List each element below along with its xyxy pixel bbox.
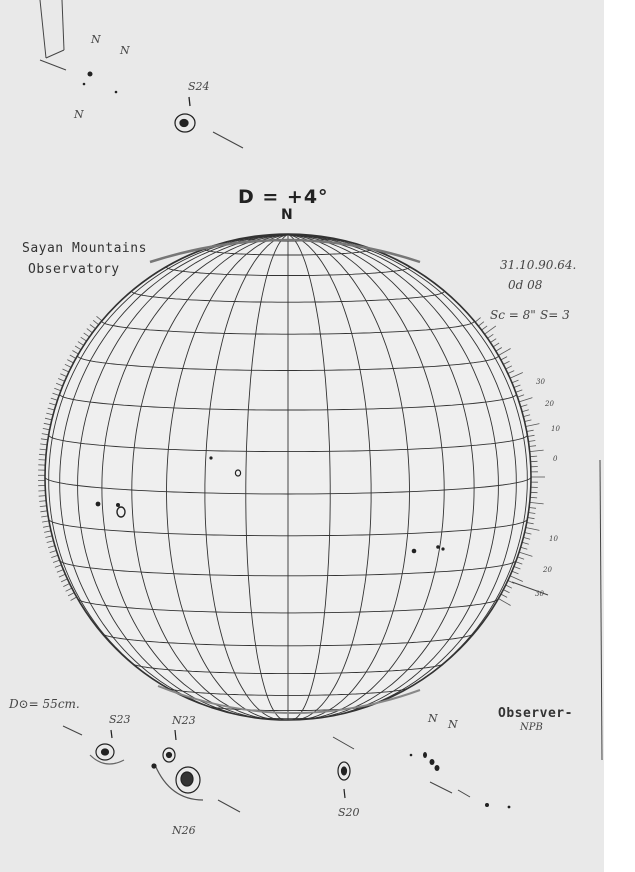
- limb-tick: [40, 444, 47, 445]
- limb-tick: [503, 361, 509, 364]
- limb-tick: [40, 449, 47, 450]
- limb-tick: [526, 424, 540, 427]
- limb-tick: [41, 439, 48, 440]
- limb-tick: [521, 547, 528, 549]
- limb-tick: [59, 574, 65, 577]
- limb-tick: [527, 523, 534, 524]
- group-label-n-left-1: N: [91, 33, 101, 46]
- observatory-name-line2: Observatory: [28, 262, 120, 277]
- group-label-n-right-2: N: [448, 718, 458, 731]
- limb-tick: [53, 393, 60, 395]
- limb-tick: [51, 398, 58, 400]
- limb-tick: [530, 497, 537, 498]
- limb-tick: [93, 320, 98, 324]
- limb-tick: [523, 415, 530, 417]
- limb-tick: [512, 380, 519, 383]
- observer-label: Observer-: [498, 706, 573, 721]
- limb-tick: [39, 501, 46, 502]
- limb-tick: [44, 531, 51, 533]
- limb-tick: [518, 395, 525, 397]
- limb-tick: [42, 434, 49, 435]
- group-s20-drawing: [338, 762, 350, 798]
- limb-tick: [56, 383, 63, 386]
- limb-tick: [503, 590, 509, 593]
- limb-tick: [529, 508, 536, 509]
- north-marker: N: [281, 207, 293, 223]
- limb-tick: [47, 541, 54, 543]
- limb-tick: [512, 571, 519, 574]
- limb-tick: [482, 326, 488, 330]
- limb-tick: [528, 518, 535, 519]
- limb-tick: [506, 585, 512, 588]
- inclination-label: D = +4°: [238, 186, 329, 208]
- limb-tick: [525, 420, 532, 422]
- limb-tick: [523, 537, 530, 539]
- limb-tick: [58, 379, 64, 382]
- limb-tick: [87, 329, 93, 333]
- limb-tick: [519, 552, 532, 556]
- limb-tick-label: 20: [545, 400, 554, 408]
- observation-time: 0d 08: [508, 278, 543, 292]
- limb-tick: [81, 337, 87, 341]
- limb-tick: [514, 567, 521, 570]
- group-label-n26: N26: [172, 824, 196, 837]
- group-label-n-left-3: N: [74, 108, 84, 121]
- limb-tick: [530, 456, 537, 457]
- limb-tick: [55, 565, 62, 568]
- limb-tick: [528, 441, 535, 442]
- limb-tick: [54, 388, 61, 391]
- limb-tick: [526, 528, 540, 531]
- limb-tick: [501, 594, 507, 597]
- limb-tick: [50, 551, 57, 553]
- limb-tick: [61, 579, 67, 582]
- limb-tick: [97, 316, 102, 321]
- group-s23-drawing: [90, 730, 124, 764]
- limb-tick-label: 10: [549, 535, 558, 543]
- limb-tick: [72, 351, 78, 355]
- limb-tick: [57, 570, 63, 573]
- limb-tick: [527, 430, 534, 431]
- group-label-n-right-1: N: [428, 712, 438, 725]
- limb-tick: [41, 516, 48, 517]
- limb-tick: [42, 521, 49, 522]
- limb-tick: [528, 435, 535, 436]
- limb-tick-label: 30: [536, 378, 545, 386]
- limb-tick: [66, 588, 72, 591]
- limb-tick: [485, 326, 496, 334]
- group-right-n-spots: [410, 752, 511, 808]
- limb-tick-label: 20: [543, 566, 552, 574]
- limb-tick: [39, 454, 46, 455]
- limb-tick: [75, 346, 81, 350]
- limb-tick: [501, 357, 507, 360]
- limb-tick: [40, 506, 47, 507]
- limb-tick: [488, 334, 494, 338]
- group-left-n-spots: [83, 72, 118, 94]
- limb-tick: [498, 349, 510, 356]
- limb-tick: [46, 413, 53, 415]
- group-label-s23: S23: [109, 713, 131, 726]
- group-label-n23: N23: [172, 714, 196, 727]
- limb-tick: [528, 513, 535, 514]
- limb-tick: [518, 557, 525, 559]
- limb-tick: [508, 371, 514, 374]
- limb-tick: [49, 403, 56, 405]
- limb-tick: [78, 342, 84, 346]
- limb-tick: [522, 410, 529, 412]
- limb-tick: [510, 576, 523, 582]
- seeing-sc: Sc = 8": [490, 308, 536, 322]
- limb-tick: [63, 369, 69, 372]
- limb-tick-label: 10: [551, 425, 560, 433]
- limb-tick: [496, 348, 502, 352]
- limb-tick: [45, 536, 52, 538]
- limb-tick: [514, 385, 521, 388]
- limb-tick: [516, 562, 523, 564]
- limb-tick: [39, 496, 46, 497]
- seeing-s: S= 3: [540, 308, 570, 322]
- group-n23-drawing: [152, 730, 203, 800]
- limb-tick: [519, 398, 532, 402]
- observer-name: NPB: [520, 722, 543, 733]
- group-s24-drawing: [175, 97, 195, 132]
- limb-tick: [53, 560, 60, 562]
- limb-tick: [60, 374, 66, 377]
- limb-tick: [84, 333, 90, 337]
- limb-tick: [498, 599, 510, 606]
- limb-tick: [43, 526, 50, 527]
- limb-tick: [68, 593, 74, 596]
- limb-tick: [530, 502, 544, 504]
- limb-tick: [506, 366, 512, 369]
- limb-tick-label: 30: [535, 590, 544, 598]
- limb-tick: [65, 364, 71, 367]
- limb-tick: [70, 355, 76, 359]
- observatory-name-line1: Sayan Mountains: [22, 241, 147, 256]
- group-label-s20: S20: [338, 806, 360, 819]
- limb-tick: [475, 318, 480, 323]
- limb-tick: [51, 555, 58, 557]
- limb-tick: [516, 390, 523, 392]
- group-label-n-left-2: N: [120, 44, 130, 57]
- limb-tick: [71, 597, 77, 601]
- limb-tick: [48, 408, 55, 410]
- group-label-s24: S24: [188, 80, 210, 93]
- limb-tick: [44, 423, 51, 425]
- limb-tick: [525, 533, 532, 535]
- limb-tick: [90, 325, 96, 329]
- limb-tick: [40, 511, 47, 512]
- limb-tick: [45, 418, 52, 420]
- limb-tick: [67, 360, 73, 363]
- limb-tick: [490, 339, 496, 343]
- limb-tick-label: 0: [553, 455, 558, 463]
- limb-tick: [521, 405, 528, 407]
- limb-tick: [43, 428, 50, 429]
- limb-tick: [522, 542, 529, 544]
- limb-tick: [48, 546, 55, 548]
- limb-tick: [530, 450, 544, 452]
- limb-tick: [510, 373, 523, 379]
- observation-date: 31.10.90.64.: [500, 258, 577, 272]
- disk-diameter: D⊙= 55cm.: [9, 697, 80, 711]
- limb-tick: [478, 322, 484, 326]
- limb-tick: [529, 446, 536, 447]
- limb-tick: [63, 584, 69, 587]
- limb-tick: [493, 343, 499, 347]
